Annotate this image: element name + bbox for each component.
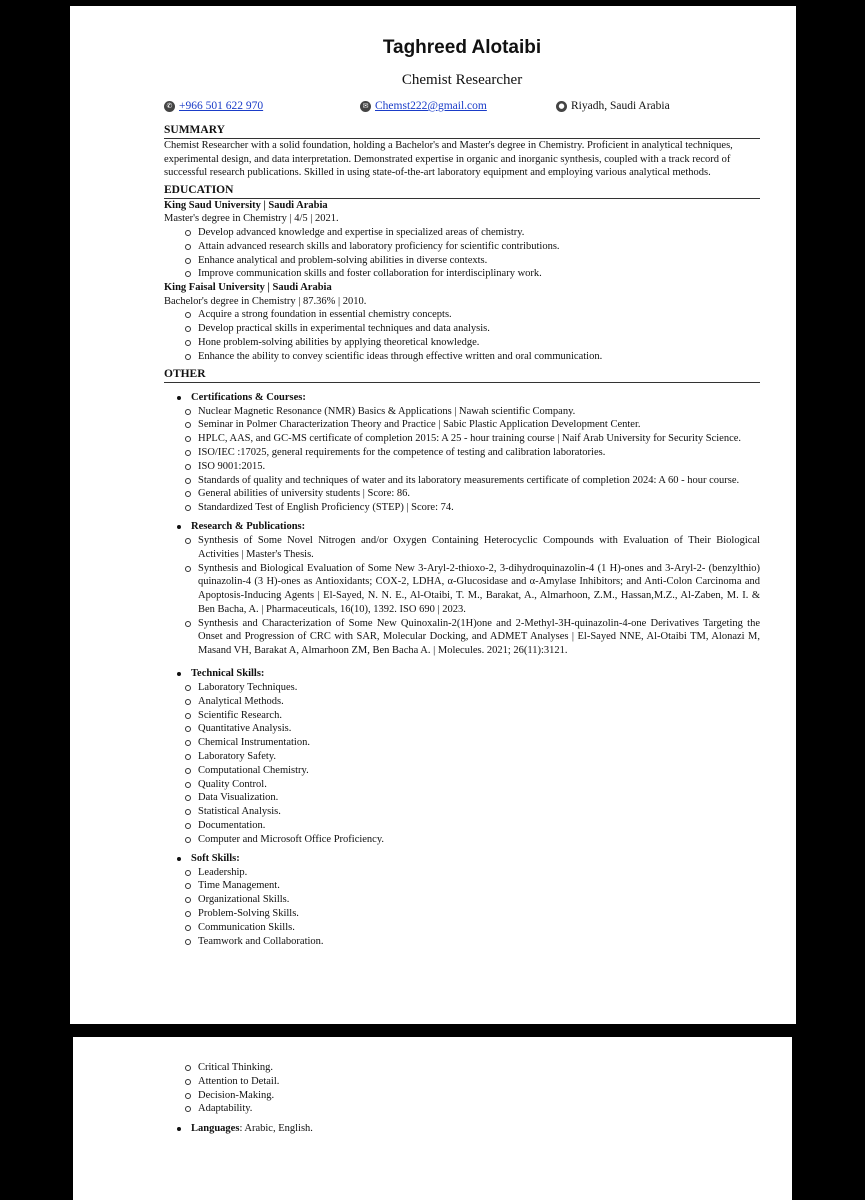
list-item: Seminar in Polmer Characterization Theory and Practice | Sabic Plastic Application Development Center.	[164, 418, 760, 432]
candidate-name: Taghreed Alotaibi	[382, 37, 542, 58]
list-item: Decision-Making.	[164, 1089, 760, 1103]
email-icon: ✉	[360, 101, 371, 112]
page-content	[164, 6, 760, 948]
education-points	[164, 226, 760, 281]
list-item: Teamwork and Collaboration.	[164, 935, 760, 949]
list-item: General abilities of university students | Score: 86.	[164, 487, 760, 501]
phone-contact	[164, 100, 263, 112]
soft-skills-list	[164, 866, 760, 949]
phone-link[interactable]: +966 501 622 970	[179, 100, 264, 112]
list-item: Standardized Test of English Proficiency (STEP) | Score: 74.	[164, 501, 760, 515]
languages-label: Languages	[191, 1123, 240, 1135]
certifications-list	[164, 405, 760, 515]
languages-row	[164, 1122, 760, 1136]
resume-page-1	[70, 6, 796, 1024]
contact-row	[164, 98, 760, 120]
list-item: Documentation.	[164, 819, 760, 833]
technical-skills-heading: Technical Skills:	[164, 667, 760, 681]
school-name: King Saud University | Saudi Arabia	[164, 199, 328, 211]
email-contact	[360, 100, 487, 112]
list-item: ISO/IEC :17025, general requirements for the competence of testing and calibration laboratories.	[164, 446, 760, 460]
degree-line: Master's degree in Chemistry | 4/5 | 2021.	[164, 213, 339, 225]
list-item: Data Visualization.	[164, 791, 760, 805]
list-item: Acquire a strong foundation in essential chemistry concepts.	[164, 308, 760, 322]
technical-skills-list	[164, 681, 760, 847]
list-item: Adaptability.	[164, 1102, 760, 1116]
list-item: Attention to Detail.	[164, 1075, 760, 1089]
list-item: Laboratory Safety.	[164, 750, 760, 764]
list-item: Develop practical skills in experimental techniques and data analysis.	[164, 322, 760, 336]
list-item: HPLC, AAS, and GC-MS certificate of completion 2015: A 25 - hour training course | Naif Arab University for Security Science.	[164, 432, 760, 446]
degree-line: Bachelor's degree in Chemistry | 87.36% | 2010.	[164, 295, 367, 307]
resume-page-2	[73, 1037, 792, 1200]
list-item: Chemical Instrumentation.	[164, 736, 760, 750]
list-item: Synthesis and Biological Evaluation of Some New 3-Aryl-2-thioxo-2, 3-dihydroquinazolin-4 (1 H)-ones and 3-Aryl-2- (benzylthio) quinazolin-4 (3 H)-ones as Antioxidants; COX-2, LDHA, α-Glucosidase and α-Amylase Inhibitors; and Anti-Colon Carcinoma and Apoptosis-Inducing Agents | El-Sayed, N. N. E., Al-Otaibi, T. M., Barakat, A., Almarhoon, Z.M., Hassan,M.Z., Al-Zaben, M. I. & Ben Bacha, A. | Pharmaceuticals, 16(10), 1392. ISO 690 | 2023.	[164, 562, 760, 617]
list-item: Hone problem-solving abilities by applying theoretical knowledge.	[164, 336, 760, 350]
list-item: Scientific Research.	[164, 709, 760, 723]
page-content	[164, 1061, 760, 1136]
list-item: Synthesis of Some Novel Nitrogen and/or Oxygen Containing Heterocyclic Compounds with Evaluation of Their Biological Activities | Master's Thesis.	[164, 534, 760, 562]
list-item: Time Management.	[164, 879, 760, 893]
school-name: King Faisal University | Saudi Arabia	[164, 282, 332, 294]
list-item: Improve communication skills and foster collaboration for interdisciplinary work.	[164, 267, 760, 281]
list-item: Computer and Microsoft Office Proficiency.	[164, 833, 760, 847]
certifications-heading: Certifications & Courses:	[164, 391, 760, 405]
list-item: Analytical Methods.	[164, 695, 760, 709]
list-item: Synthesis and Characterization of Some New Quinoxalin-2(1H)one and 2-Methyl-3H-quinazolin-4-one Derivatives Targeting the Onset and Progression of CRC with SAR, Molecular Docking, and ADMET Analyses | El-Sayed NNE, Al-Otaibi TM, Alonazi M, Masand VH, Barakat A, Almarhoon ZM, Ben Bacha A. | Molecules. 2021; 26(11):3121.	[164, 617, 760, 658]
list-item: ISO 9001:2015.	[164, 460, 760, 474]
list-item: Communication Skills.	[164, 921, 760, 935]
list-item: Statistical Analysis.	[164, 805, 760, 819]
email-link[interactable]: Chemst222@gmail.com	[375, 100, 487, 112]
summary-heading: SUMMARY	[164, 124, 760, 139]
list-item: Standards of quality and techniques of water and its laboratory measurements certificate of completion 2024: A 60 - hour course.	[164, 474, 760, 488]
education-heading: EDUCATION	[164, 184, 760, 199]
list-item: Computational Chemistry.	[164, 764, 760, 778]
soft-skills-list-continued	[164, 1061, 760, 1116]
candidate-title: Chemist Researcher	[401, 72, 523, 88]
list-item: Enhance analytical and problem-solving abilities in diverse contexts.	[164, 254, 760, 268]
list-item: Enhance the ability to convey scientific ideas through effective written and oral communication.	[164, 350, 760, 364]
education-points	[164, 308, 760, 363]
other-heading: OTHER	[164, 368, 760, 383]
list-item: Critical Thinking.	[164, 1061, 760, 1075]
list-item: Quality Control.	[164, 778, 760, 792]
location-text: Riyadh, Saudi Arabia	[571, 100, 670, 112]
summary-text: Chemist Researcher with a solid foundation, holding a Bachelor's and Master's degree in Chemistry. Proficient in analytical techniques, experimental design, and data interpretation. Demonstrated expertise in organic and inorganic synthesis, coupled with a track record of successful research publications. Skilled in using state-of-the-art laboratory equipment and employing various analytical methods.	[164, 140, 733, 179]
list-item: Develop advanced knowledge and expertise in specialized areas of chemistry.	[164, 226, 760, 240]
list-item: Quantitative Analysis.	[164, 722, 760, 736]
list-item: Organizational Skills.	[164, 893, 760, 907]
list-item: Attain advanced research skills and laboratory proficiency for scientific contributions.	[164, 240, 760, 254]
location-contact	[556, 100, 670, 112]
list-item: Leadership.	[164, 866, 760, 880]
location-icon: ●	[556, 101, 567, 112]
list-item: Problem-Solving Skills.	[164, 907, 760, 921]
list-item: Nuclear Magnetic Resonance (NMR) Basics & Applications | Nawah scientific Company.	[164, 405, 760, 419]
research-list	[164, 534, 760, 658]
languages-value: : Arabic, English.	[239, 1123, 313, 1135]
phone-icon: ✆	[164, 101, 175, 112]
list-item: Laboratory Techniques.	[164, 681, 760, 695]
soft-skills-heading: Soft Skills:	[164, 852, 760, 866]
research-heading: Research & Publications:	[164, 520, 760, 534]
